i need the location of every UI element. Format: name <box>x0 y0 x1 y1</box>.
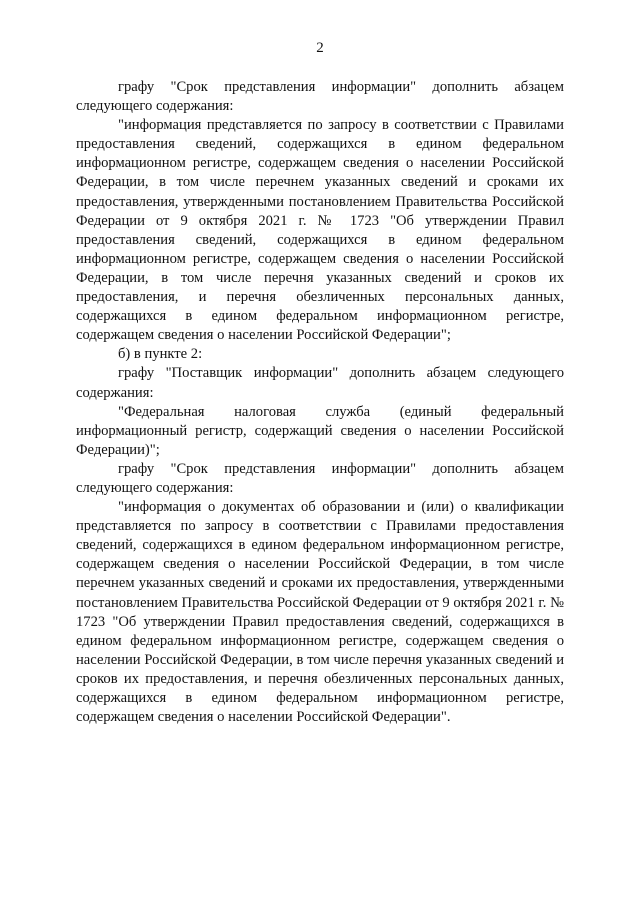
paragraph: графу "Срок представления информации" дополнить абзацем следующего содержания: <box>76 460 564 496</box>
document-body <box>76 78 564 727</box>
page-number: 2 <box>316 40 324 56</box>
paragraph: "информация о документах об образовании и (или) о квалификации представляется по запросу в соответствии с Правилами предоставления сведений, содержащихся в едином федеральном информационном регистре, содержащем сведения о населении Российской Федерации, в том числе перечнем указанных сведений и сроками их предоставления, утвержденными постановлением Правительства Российской Федерации от 9 октября 2021 г. № 1723 "Об утверждении Правил предоставления сведений, содержащихся в едином федеральном информационном регистре, содержащем сведения о населении Российской Федерации, в том числе перечня указанных сведений и сроков их предоставления, и перечня обезличенных персональных данных, содержащихся в едином федеральном информационном регистре, содержащем сведения о населении Российской Федерации". <box>76 499 564 726</box>
paragraph: графу "Поставщик информации" дополнить абзацем следующего содержания: <box>76 365 564 401</box>
paragraph: графу "Срок представления информации" дополнить абзацем следующего содержания: <box>76 79 564 115</box>
paragraph: "Федеральная налоговая служба (единый федеральный информационный регистр, содержащий сведения о населении Российской Федерации)"; <box>76 403 564 458</box>
paragraph: б) в пункте 2: <box>118 346 203 363</box>
paragraph: "информация представляется по запросу в соответствии с Правилами предоставления сведений, содержащихся в едином федеральном информационном регистре, содержащем сведения о населении Российской Федерации, в том числе перечнем указанных сведений и сроками их предоставления, утвержденными постановлением Правительства Российской Федерации от 9 октября 2021 г. № 1723 "Об утверждении Правил предоставления сведений, содержащихся в едином федеральном информационном регистре, содержащем сведения о населении Российской Федерации, в том числе перечня указанных сведений и сроков их предоставления, и перечня обезличенных персональных данных, содержащихся в едином федеральном информационном регистре, содержащем сведения о населении Российской Федерации"; <box>76 117 564 344</box>
